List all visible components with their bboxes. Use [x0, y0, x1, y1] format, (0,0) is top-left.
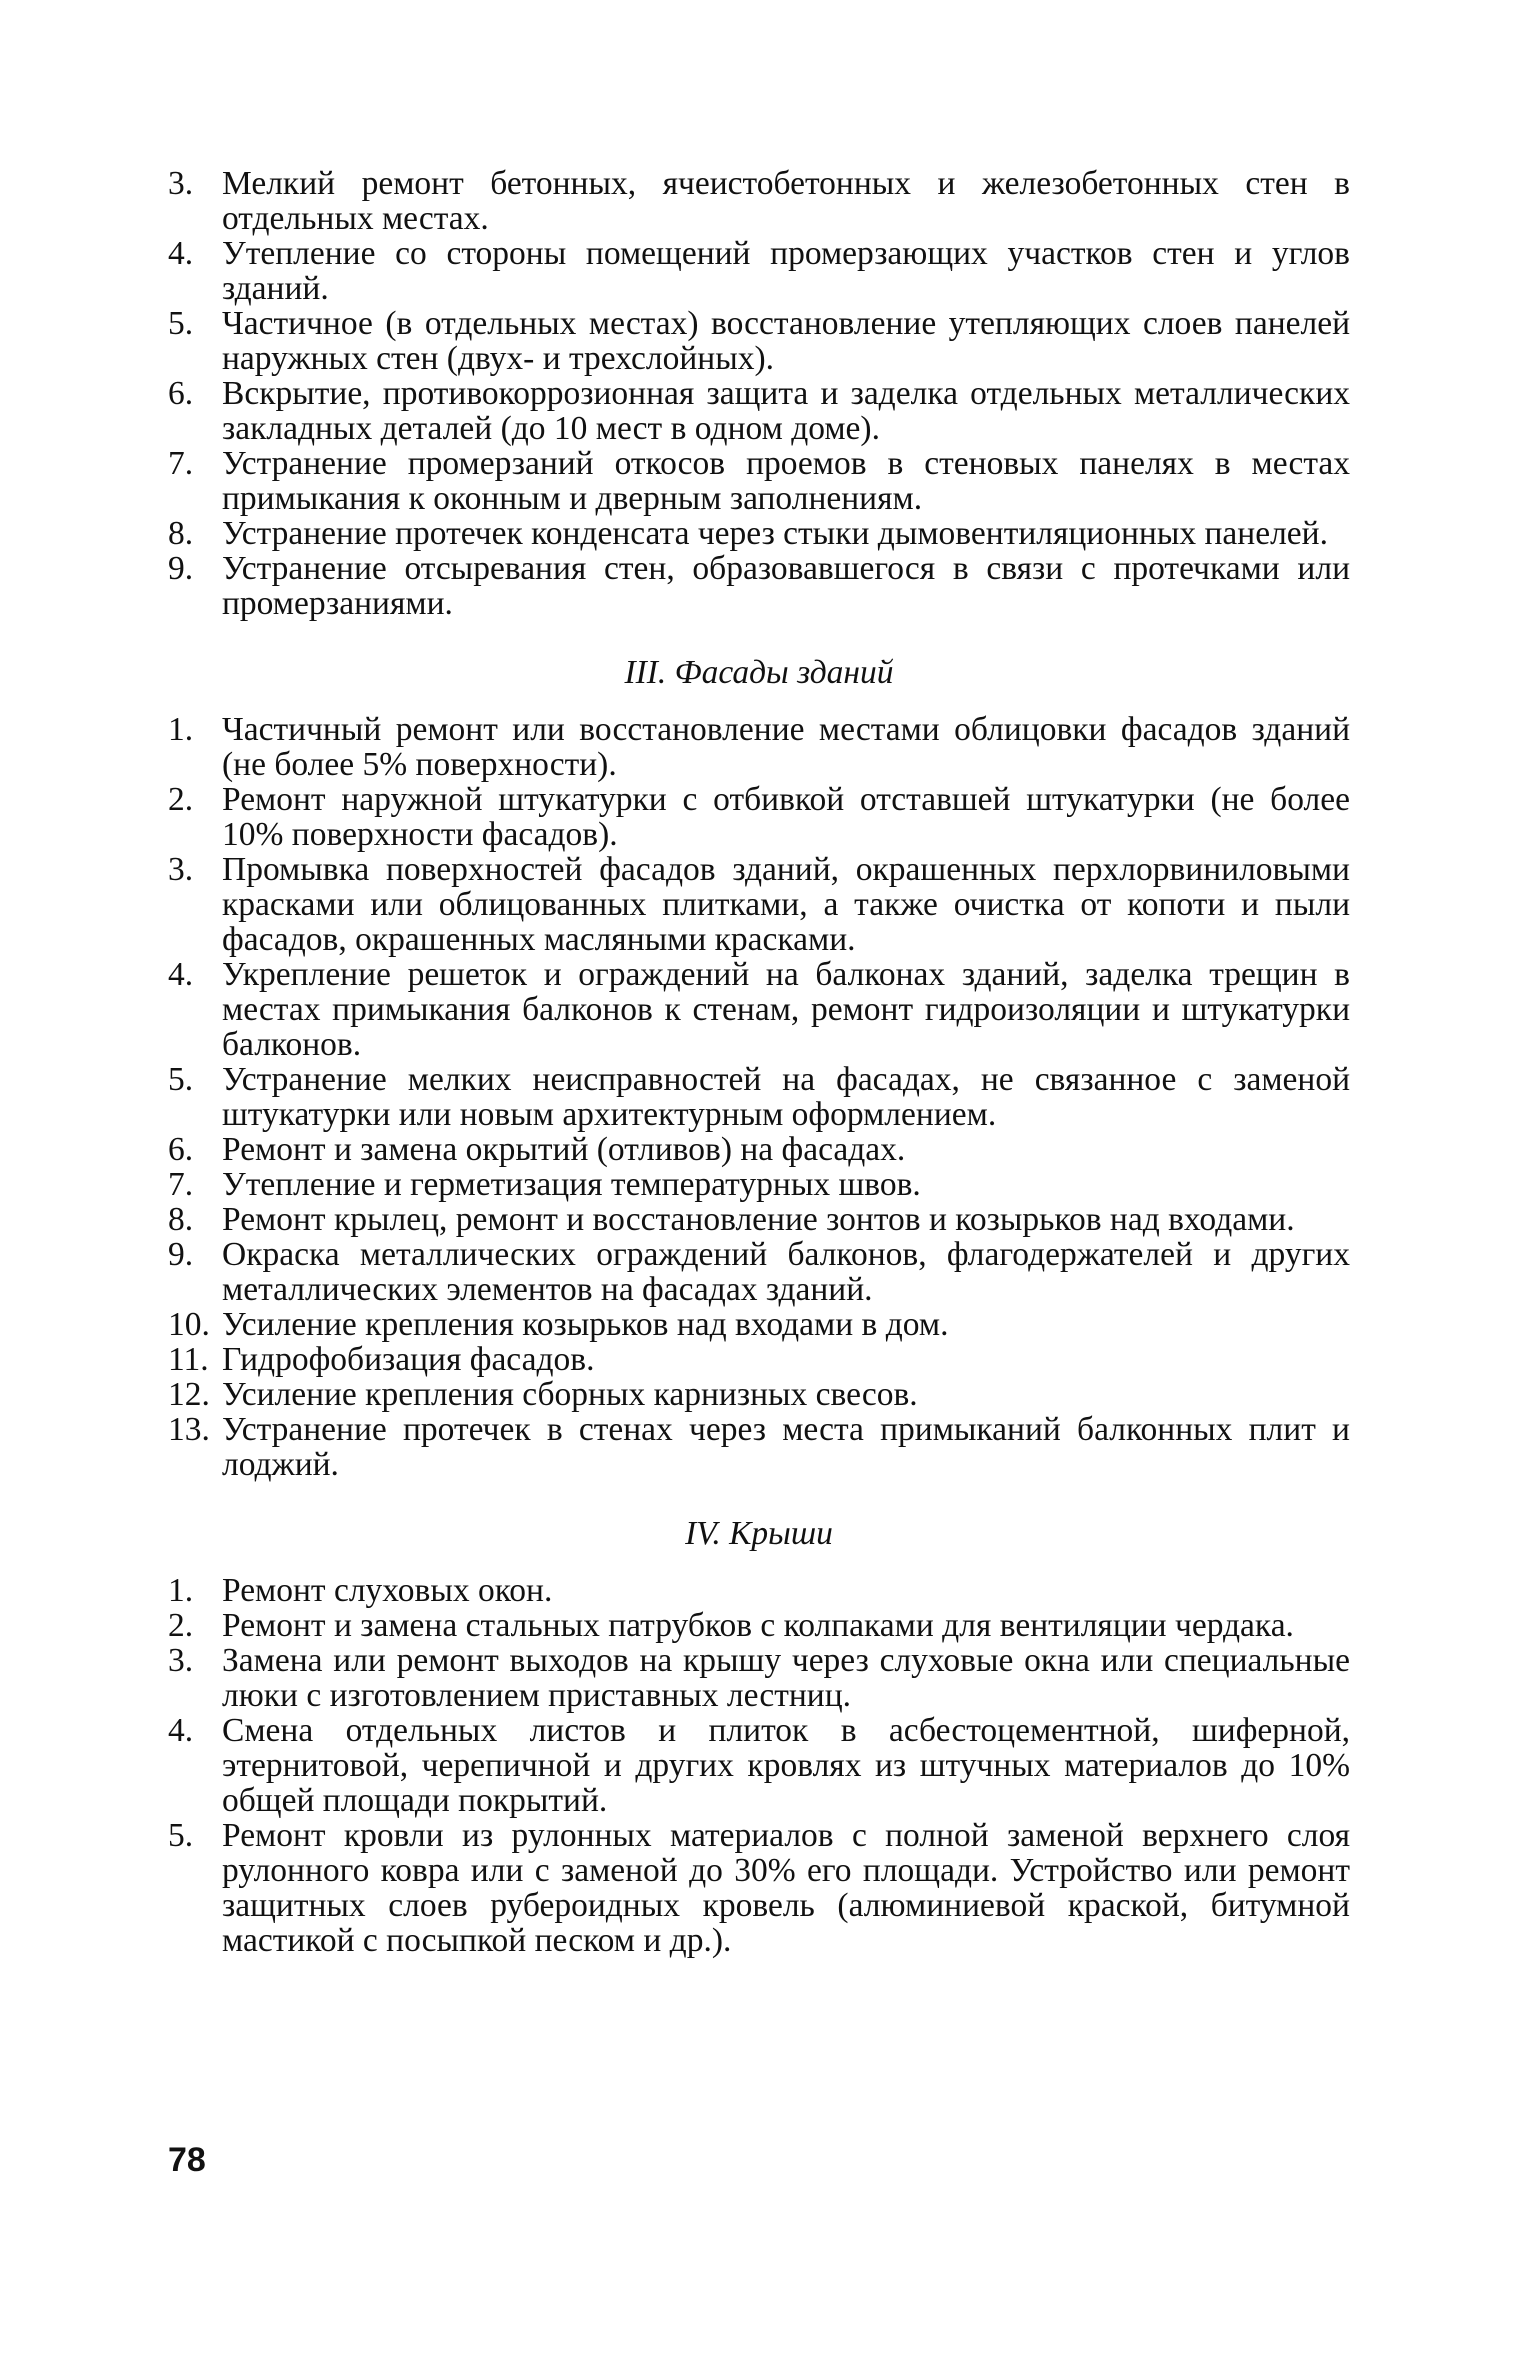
section-ii-list — [168, 166, 1350, 621]
list-item — [168, 1412, 1350, 1482]
item-number: 4. — [168, 235, 194, 272]
list-item — [168, 1237, 1350, 1307]
section-title-facades: III. Фасады зданий — [624, 654, 894, 691]
item-number: 3. — [168, 165, 194, 202]
item-number: 12. — [168, 1376, 210, 1413]
section-title-roofs: IV. Крыши — [685, 1515, 833, 1552]
list-item — [168, 782, 1350, 852]
item-text: Ремонт наружной штукатурки с отбивкой отставшей штукатурки (не более 10% поверхности фасадов). — [222, 781, 1350, 853]
item-number: 2. — [168, 1607, 194, 1644]
list-item — [168, 516, 1350, 551]
item-number: 6. — [168, 1131, 194, 1168]
item-text: Устранение протечек в стенах через места примыканий балконных плит и лоджий. — [222, 1411, 1350, 1483]
item-text: Смена отдельных листов и плиток в асбестоцементной, шиферной, этернитовой, черепичной и других кровлях из штучных материалов до 10% общей площади покрытий. — [222, 1712, 1350, 1819]
list-item — [168, 1167, 1350, 1202]
list-item — [168, 1132, 1350, 1167]
item-number: 3. — [168, 1642, 194, 1679]
item-text: Промывка поверхностей фасадов зданий, окрашенных перхлорвиниловыми красками или облицованных плитками, а также очистка от копоти и пыли фасадов, окрашенных масляными красками. — [222, 851, 1350, 958]
list-item — [168, 166, 1350, 236]
list-item — [168, 1202, 1350, 1237]
section-iv-list — [168, 1573, 1350, 1958]
item-number: 9. — [168, 1236, 194, 1273]
section-iii-list — [168, 712, 1350, 1482]
list-item — [168, 306, 1350, 376]
item-number: 11. — [168, 1341, 209, 1378]
list-item — [168, 1342, 1350, 1377]
item-number: 8. — [168, 515, 194, 552]
item-number: 5. — [168, 1817, 194, 1854]
item-text: Мелкий ремонт бетонных, ячеистобетонных и железобетонных стен в отдельных местах. — [222, 165, 1350, 237]
list-item — [168, 1608, 1350, 1643]
item-text: Частичный ремонт или восстановление местами облицовки фасадов зданий (не более 5% поверхности). — [222, 711, 1350, 783]
list-item — [168, 1643, 1350, 1713]
item-text: Усиление крепления сборных карнизных свесов. — [222, 1376, 918, 1413]
item-text: Укрепление решеток и ограждений на балконах зданий, заделка трещин в местах примыкания балконов к стенам, ремонт гидроизоляции и штукатурки балконов. — [222, 956, 1350, 1063]
item-number: 4. — [168, 956, 194, 993]
item-text: Частичное (в отдельных местах) восстановление утепляющих слоев панелей наружных стен (двух- и трехслойных). — [222, 305, 1350, 377]
item-text: Устранение протечек конденсата через стыки дымовентиляционных панелей. — [222, 515, 1328, 552]
list-item — [168, 551, 1350, 621]
item-number: 8. — [168, 1201, 194, 1238]
list-item — [168, 712, 1350, 782]
list-item — [168, 1062, 1350, 1132]
item-text: Замена или ремонт выходов на крышу через слуховые окна или специальные люки с изготовлением приставных лестниц. — [222, 1642, 1350, 1714]
list-item — [168, 1377, 1350, 1412]
item-text: Окраска металлических ограждений балконов, флагодержателей и других металлических элементов на фасадах зданий. — [222, 1236, 1350, 1308]
list-item — [168, 1713, 1350, 1818]
item-number: 3. — [168, 851, 194, 888]
item-text: Ремонт слуховых окон. — [222, 1572, 553, 1609]
list-item — [168, 957, 1350, 1062]
page-body — [168, 166, 1350, 1958]
item-number: 1. — [168, 1572, 194, 1609]
item-text: Устранение промерзаний откосов проемов в стеновых панелях в местах примыкания к оконным и дверным заполнениям. — [222, 445, 1350, 517]
list-item — [168, 236, 1350, 306]
item-text: Ремонт и замена окрытий (отливов) на фасадах. — [222, 1131, 906, 1168]
item-number: 5. — [168, 1061, 194, 1098]
item-text: Вскрытие, противокоррозионная защита и заделка отдельных металлических закладных деталей (до 10 мест в одном доме). — [222, 375, 1350, 447]
item-number: 7. — [168, 1166, 194, 1203]
list-item — [168, 376, 1350, 446]
item-number: 7. — [168, 445, 194, 482]
item-text: Гидрофобизация фасадов. — [222, 1341, 595, 1378]
item-number: 6. — [168, 375, 194, 412]
item-number: 10. — [168, 1306, 210, 1343]
item-number: 2. — [168, 781, 194, 818]
item-text: Устранение отсыревания стен, образовавшегося в связи с протечками или промерзаниями. — [222, 550, 1350, 622]
item-text: Ремонт и замена стальных патрубков с колпаками для вентиляции чердака. — [222, 1607, 1294, 1644]
item-text: Ремонт кровли из рулонных материалов с полной заменой верхнего слоя рулонного ковра или с заменой до 30% его площади. Устройство или ремонт защитных слоев рубероидных кровель (алюминиевой краской, битумной мастикой с посыпкой песком и др.). — [222, 1817, 1350, 1959]
item-text: Утепление и герметизация температурных швов. — [222, 1166, 921, 1203]
item-number: 5. — [168, 305, 194, 342]
page-number: 78 — [168, 2141, 206, 2179]
item-number: 1. — [168, 711, 194, 748]
list-item — [168, 1818, 1350, 1958]
list-item — [168, 852, 1350, 957]
list-item — [168, 446, 1350, 516]
item-text: Усиление крепления козырьков над входами в дом. — [222, 1306, 949, 1343]
list-item — [168, 1307, 1350, 1342]
item-text: Ремонт крылец, ремонт и восстановление зонтов и козырьков над входами. — [222, 1201, 1295, 1238]
list-item — [168, 1573, 1350, 1608]
item-number: 9. — [168, 550, 194, 587]
item-text: Утепление со стороны помещений промерзающих участков стен и углов зданий. — [222, 235, 1350, 307]
item-number: 13. — [168, 1411, 210, 1448]
item-text: Устранение мелких неисправностей на фасадах, не связанное с заменой штукатурки или новым архитектурным оформлением. — [222, 1061, 1350, 1133]
item-number: 4. — [168, 1712, 194, 1749]
